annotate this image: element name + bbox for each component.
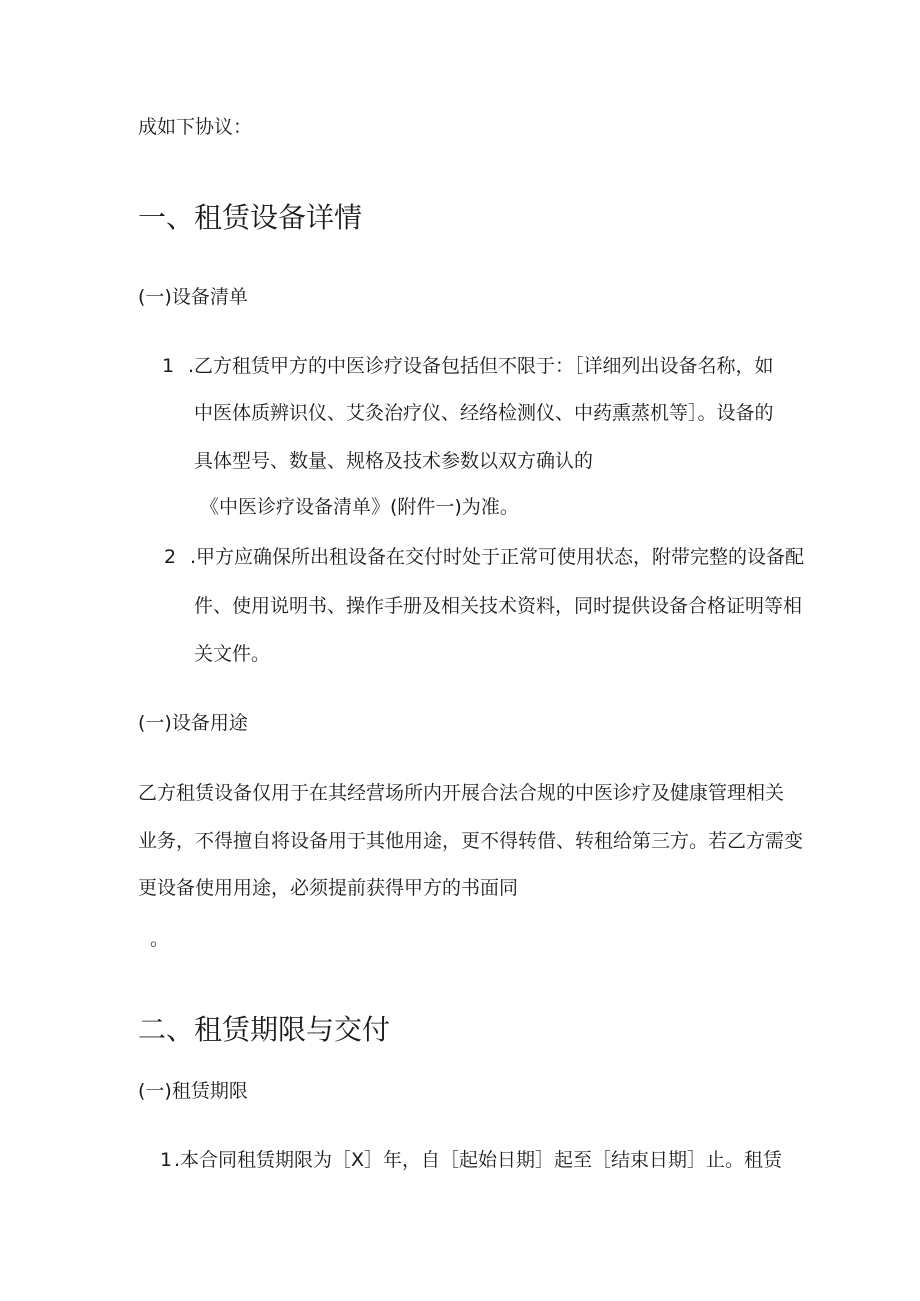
section2-sub1-heading: (一)租赁期限 — [138, 1080, 248, 1102]
list-item-number: 1 — [162, 355, 175, 377]
list-item-text: .乙方租赁甲方的中医诊疗设备包括但不限于：［详细列出设备名称，如 — [188, 355, 774, 377]
list-item-2-line3: 关文件。 — [194, 643, 271, 665]
list-item-number: 1 — [160, 1149, 173, 1171]
list-item-1-line4: 《中医诊疗设备清单》(附件一)为准。 — [200, 496, 519, 518]
list-item-2-line1 — [164, 548, 804, 567]
paragraph-line2: 业务，不得擅自将设备用于其他用途，更不得转借、转租给第三方。若乙方需变 — [138, 830, 804, 852]
paragraph-line3: 更设备使用用途，必须提前获得甲方的书面同 — [138, 877, 519, 899]
section1-heading: 一、租赁设备详情 — [138, 201, 363, 234]
paragraph-line1: 乙方租赁设备仅用于在其经营场所内开展合法合规的中医诊疗及健康管理相关 — [138, 782, 785, 804]
list-item-1-line1 — [162, 357, 774, 376]
list-item-2-line2: 件、使用说明书、操作手册及相关技术资料，同时提供设备合格证明等相 — [194, 595, 803, 617]
section1-sub2-heading: (一)设备用途 — [138, 712, 248, 734]
list-item-text: .本合同租赁期限为［X］年，自［起始日期］起至［结束日期］止。租赁 — [174, 1149, 783, 1171]
list-item-1-line2: 中医体质辨识仪、艾灸治疗仪、经络检测仪、中药熏蒸机等］。设备的 — [194, 402, 774, 424]
list-item-3-line1 — [160, 1151, 782, 1170]
list-item-number: 2 — [164, 546, 177, 568]
list-item-1-line3: 具体型号、数量、规格及技术参数以双方确认的 — [194, 450, 594, 472]
section1-sub1-heading: (一)设备清单 — [138, 286, 248, 308]
list-item-text: .甲方应确保所出租设备在交付时处于正常可使用状态，附带完整的设备配 — [190, 546, 805, 568]
intro-text: 成如下协议： — [138, 116, 253, 138]
section2-heading: 二、租赁期限与交付 — [138, 1013, 391, 1046]
paragraph-line4: 。 — [150, 928, 170, 950]
